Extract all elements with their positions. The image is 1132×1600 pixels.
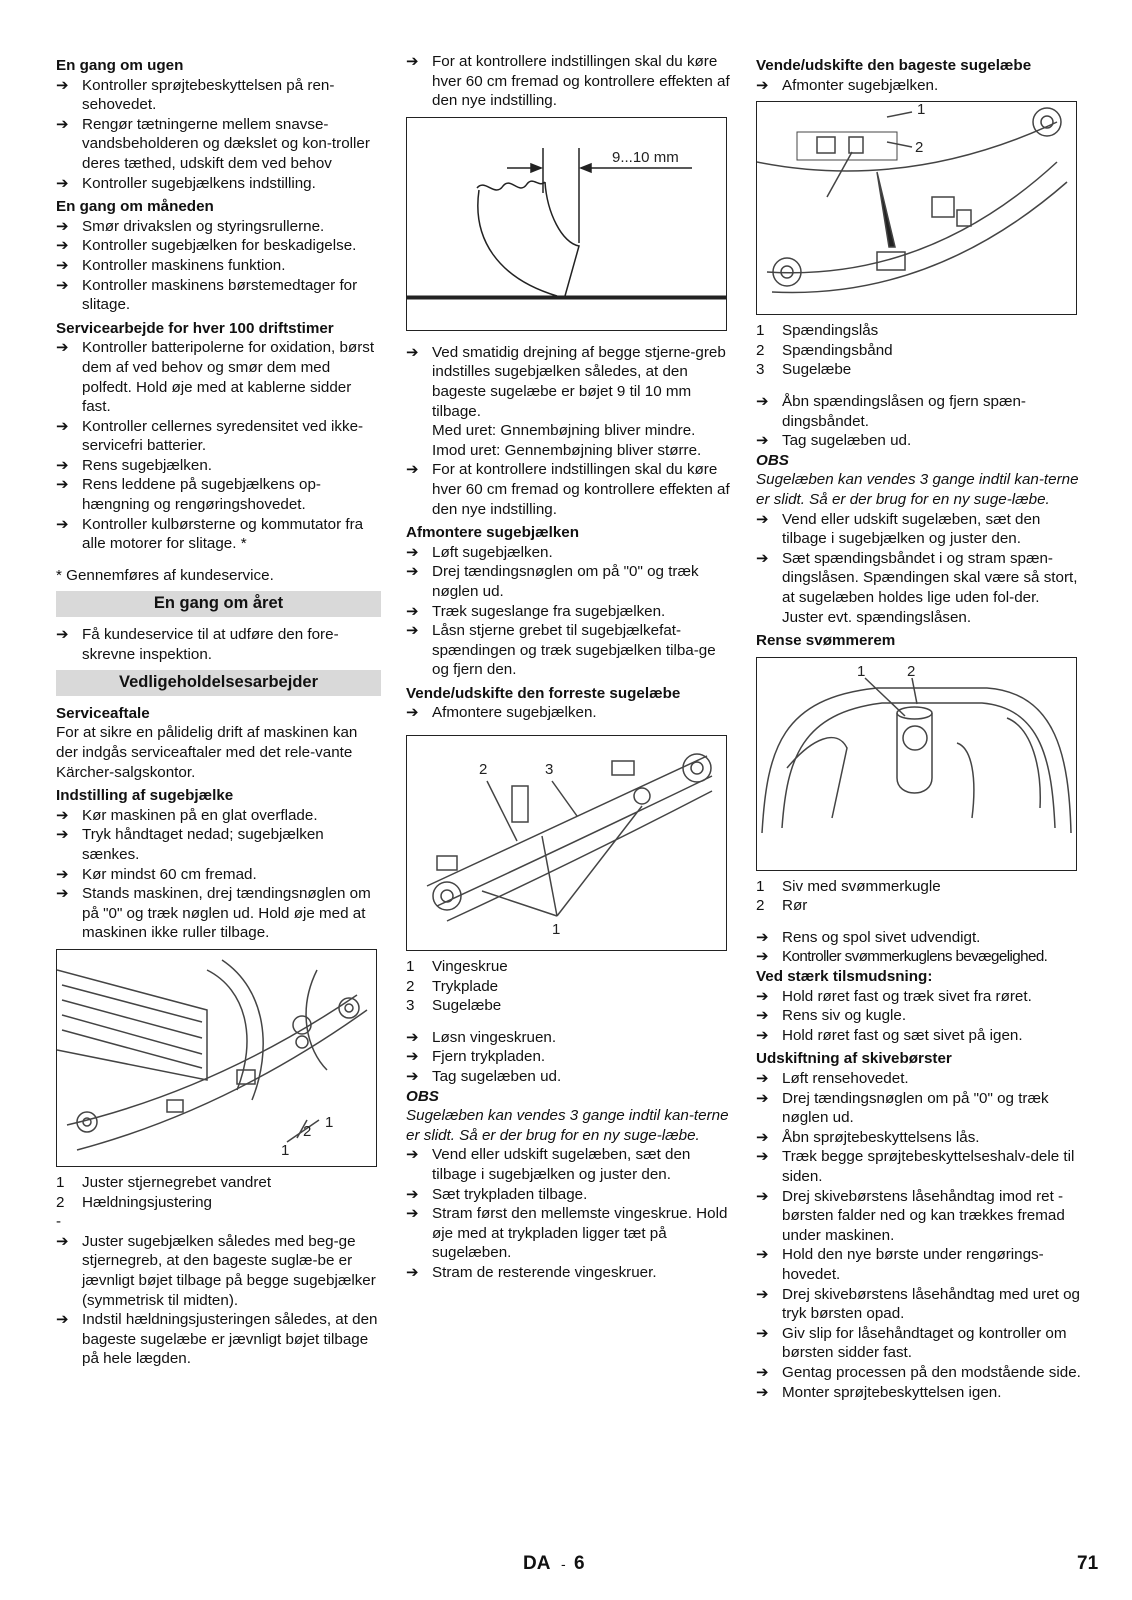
monthly-heading: En gang om måneden xyxy=(56,198,214,216)
legend-item: 2 Hældningsjustering xyxy=(56,1193,213,1211)
float-figure xyxy=(756,657,1077,871)
list-item: ➔ Kontroller sprøjtebeskyttelsen på ren-sehovedet. xyxy=(56,76,381,115)
list-item: ➔ Låsn stjerne grebet til sugebjælkefat-spændingen og træk sugebjælken tilba-ge og fjern den. xyxy=(406,621,731,680)
rear-lip-figure xyxy=(756,101,1077,315)
legend-item: 3 Sugelæbe xyxy=(756,361,852,379)
list-item: ➔ Stands maskinen, drej tændingsnøglen om på "0" og træk nøglen ud. Hold øje med at maskinen ikke ruller tilbage. xyxy=(56,884,381,943)
list-item: ➔ Tag sugelæben ud. xyxy=(756,431,1081,451)
list-item: ➔ Ved smatidig drejning af begge stjerne-greb indstilles sugebjælken således, at den bageste sugelæbe er bøjet 9 til 10 mm tilbage. xyxy=(406,343,731,421)
lip-deflection-figure xyxy=(406,117,727,331)
column-1 xyxy=(56,52,381,1369)
obs-label: OBS xyxy=(406,1087,439,1105)
legend-item: 1 Juster stjernegrebet vandret xyxy=(56,1173,272,1191)
list-item: ➔ Sæt spændingsbåndet i og stram spæn-dingslåsen. Spændingen skal være så stort, at sugelæben holdes lige uden fol-der. Juster evt. spændingslåsen. xyxy=(756,549,1081,627)
legend-item: 3 Sugelæbe xyxy=(406,997,502,1015)
fig3-label: 1 xyxy=(552,921,561,939)
legend-item: 1 Vingeskrue xyxy=(406,958,508,976)
list-item: ➔ Rens siv og kugle. xyxy=(756,1006,1081,1026)
fig4-label: 1 xyxy=(917,102,926,119)
list-item: ➔ Åbn sprøjtebeskyttelsens lås. xyxy=(756,1128,1081,1148)
rear-lip-heading: Vende/udskifte den bageste sugelæbe xyxy=(756,57,1032,74)
obs-label: OBS xyxy=(756,451,789,469)
legend-item: 2 Trykplade xyxy=(406,977,499,995)
counterclockwise-note: Imod uret: Gennembøjning bliver større. xyxy=(432,441,702,459)
legend-item: 2 Rør xyxy=(756,897,808,915)
list-item: ➔ Tryk håndtaget nedad; sugebjælken sænkes. xyxy=(56,825,381,864)
contract-text: For at sikre en pålidelig drift af maskinen kan der indgås serviceaftaler med det rele-vante Kärcher-salgskontor. xyxy=(56,724,358,781)
footer-section xyxy=(523,1554,585,1575)
list-item: ➔ Juster sugebjælken således med beg-ge stjernegreb, at den bageste suglæ-be er jævnligt bøjet tilbage på begge sugebjælker (symmetrisk til midten). xyxy=(56,1232,381,1310)
list-item: ➔ Kontroller sugebjælkens indstilling. xyxy=(56,174,381,194)
list-item: ➔ Giv slip for låsehåndtaget og kontroller om børsten sidder fast. xyxy=(756,1324,1081,1363)
squeegee-adjust-figure xyxy=(56,949,377,1167)
list-item: ➔ Træk begge sprøjtebeskyttelseshalv-dele til siden. xyxy=(756,1147,1081,1186)
list-item: ➔ Hold røret fast og træk sivet fra røret. xyxy=(756,987,1081,1007)
list-item: ➔ Kontroller batteripolerne for oxidation, børst dem af ved behov og smør dem med polfedt. Hold øje med at kablerne sidder fast. xyxy=(56,338,381,416)
list-item: ➔ Smør drivakslen og styringsrullerne. xyxy=(56,217,381,237)
list-item: ➔ Kontroller maskinens funktion. xyxy=(56,256,381,276)
footnote: * Gennemføres af kundeservice. xyxy=(56,566,274,584)
list-item: ➔ For at kontrollere indstillingen skal du køre hver 60 cm fremad og kontrollere effekten af den nye indstilling. xyxy=(406,460,731,519)
fig4-label: 2 xyxy=(915,139,924,157)
list-item: ➔ Kontroller kulbørsterne og kommutator fra alle motorer for slitage. * xyxy=(56,515,381,554)
clockwise-note: Med uret: Gnnembøjning bliver mindre. xyxy=(432,422,696,440)
list-item: ➔ Løft rensehovedet. xyxy=(756,1069,1081,1089)
list-item: ➔ Kontroller maskinens børstemedtager for slitage. xyxy=(56,276,381,315)
front-lip-heading: Vende/udskifte den forreste sugelæbe xyxy=(406,684,681,702)
obs-text: Sugelæben kan vendes 3 gange indtil kan-terne er slidt. Så er der brug for en ny suge-læbe. xyxy=(756,471,1079,508)
list-item: ➔ Drej skivebørstens låsehåndtag med uret og tryk børsten opad. xyxy=(756,1285,1081,1324)
fig3-label: 2 xyxy=(479,761,488,779)
footer-section-number: 6 xyxy=(573,1553,585,1574)
heavy-soiling-heading: Ved stærk tilsmudsning: xyxy=(756,968,933,986)
dimension-label: 9...10 mm xyxy=(612,148,679,166)
list-item: ➔ Stram de resterende vingeskruer. xyxy=(406,1263,731,1283)
service100-heading: Servicearbejde for hver 100 driftstimer xyxy=(56,319,334,337)
list-item: ➔ For at kontrollere indstillingen skal du køre hver 60 cm fremad og kontrollere effekten af den nye indstilling. xyxy=(406,52,731,111)
weekly-heading: En gang om ugen xyxy=(56,57,184,74)
list-item: ➔ Løsn vingeskruen. xyxy=(406,1028,731,1048)
column-3 xyxy=(756,52,1081,1402)
legend-item: 2 Spændingsbånd xyxy=(756,341,893,359)
list-item: ➔ Træk sugeslange fra sugebjælken. xyxy=(406,602,731,622)
contract-heading: Serviceaftale xyxy=(56,704,150,722)
list-item: ➔ Få kundeservice til at udføre den fore-skrevne inspektion. xyxy=(56,625,381,664)
fig5-label: 1 xyxy=(857,662,866,680)
list-item: ➔ Afmontere sugebjælken. xyxy=(406,703,731,723)
list-item: ➔ Vend eller udskift sugelæben, sæt den tilbage i sugebjælken og juster den. xyxy=(756,510,1081,549)
brush-heading: Udskiftning af skivebørster xyxy=(756,1050,952,1068)
list-item: ➔ Kontroller sugebjælken for beskadigelse. xyxy=(56,236,381,256)
list-item: ➔ Fjern trykpladen. xyxy=(406,1047,731,1067)
list-item: ➔ Drej tændingsnøglen om på "0" og træk nøglen ud. xyxy=(406,562,731,601)
list-item: ➔ Afmonter sugebjælken. xyxy=(756,76,1081,96)
list-item: ➔ Hold røret fast og sæt sivet på igen. xyxy=(756,1026,1081,1046)
list-item: ➔ Kør mindst 60 cm fremad. xyxy=(56,865,381,885)
footer-language: DA xyxy=(523,1553,550,1574)
fig1-label: 1 xyxy=(325,1113,334,1131)
list-item: ➔ Sæt trykpladen tilbage. xyxy=(406,1185,731,1205)
fig1-label: 2 xyxy=(303,1122,312,1140)
footer-separator: - xyxy=(561,1556,566,1572)
list-item: ➔ Drej tændingsnøglen om på "0" og træk nøglen ud. xyxy=(756,1089,1081,1128)
list-item: ➔ Hold den nye børste under rengørings-hovedet. xyxy=(756,1245,1081,1284)
list-item: ➔ Stram først den mellemste vingeskrue. Hold øje med at trykpladen ligger tæt på sugelæben. xyxy=(406,1204,731,1263)
legend-item: 1 Siv med svømmerkugle xyxy=(756,877,941,895)
list-item: ➔ Rens leddene på sugebjælkens op-hængning og rengøringshovedet. xyxy=(56,475,381,514)
page-number: 71 xyxy=(1077,1553,1099,1574)
list-item: ➔ Kontroller cellernes syredensitet ved ikke-servicefri batterier. xyxy=(56,417,381,456)
fig3-label: 3 xyxy=(545,761,554,779)
front-lip-figure xyxy=(406,735,727,951)
obs-text: Sugelæben kan vendes 3 gange indtil kan-terne er slidt. Så er der brug for en ny suge-læbe. xyxy=(406,1107,729,1144)
list-item: ➔ Indstil hældningsjusteringen således, at den bageste sugelæbe er jævnligt bøjet tilbage på hele lægden. xyxy=(56,1310,381,1369)
list-item: ➔ Rens sugebjælken. xyxy=(56,456,381,476)
list-item: ➔ Vend eller udskift sugelæben, sæt den tilbage i sugebjælken og juster den. xyxy=(406,1145,731,1184)
list-item: ➔ Løft sugebjælken. xyxy=(406,543,731,563)
list-item: ➔ Monter sprøjtebeskyttelsen igen. xyxy=(756,1383,1081,1403)
float-heading: Rense svømmerem xyxy=(756,632,896,650)
column-2 xyxy=(406,52,731,1283)
legend-item: 1 Spændingslås xyxy=(756,322,879,340)
fig1-label: 1 xyxy=(281,1141,290,1159)
yearly-band: En gang om året xyxy=(56,591,381,617)
list-item: ➔ Rengør tætningerne mellem snavse-vandsbeholderen og dækslet og kon-troller deres tæthed, udskift dem ved behov xyxy=(56,115,381,174)
fig5-label: 2 xyxy=(907,662,916,680)
list-item: ➔ Gentag processen på den modstående side. xyxy=(756,1363,1081,1383)
maintenance-band: Vedligeholdelsesarbejder xyxy=(56,670,381,696)
remove-heading: Afmontere sugebjælken xyxy=(406,524,580,542)
list-item: ➔ Åbn spændingslåsen og fjern spæn-dingsbåndet. xyxy=(756,392,1081,431)
adjust-heading: Indstilling af sugebjælke xyxy=(56,787,234,805)
list-item: ➔ Kontroller svømmerkuglens bevægelighed. xyxy=(756,947,1081,967)
list-item: ➔ Kør maskinen på en glat overflade. xyxy=(56,806,381,826)
list-item: ➔ Drej skivebørstens låsehåndtag imod ret - børsten falder ned og kan trækkes fremad under maskinen. xyxy=(756,1187,1081,1246)
list-item: ➔ Rens og spol sivet udvendigt. xyxy=(756,928,1081,948)
dash: - xyxy=(56,1213,62,1231)
list-item: ➔ Tag sugelæben ud. xyxy=(406,1067,731,1087)
